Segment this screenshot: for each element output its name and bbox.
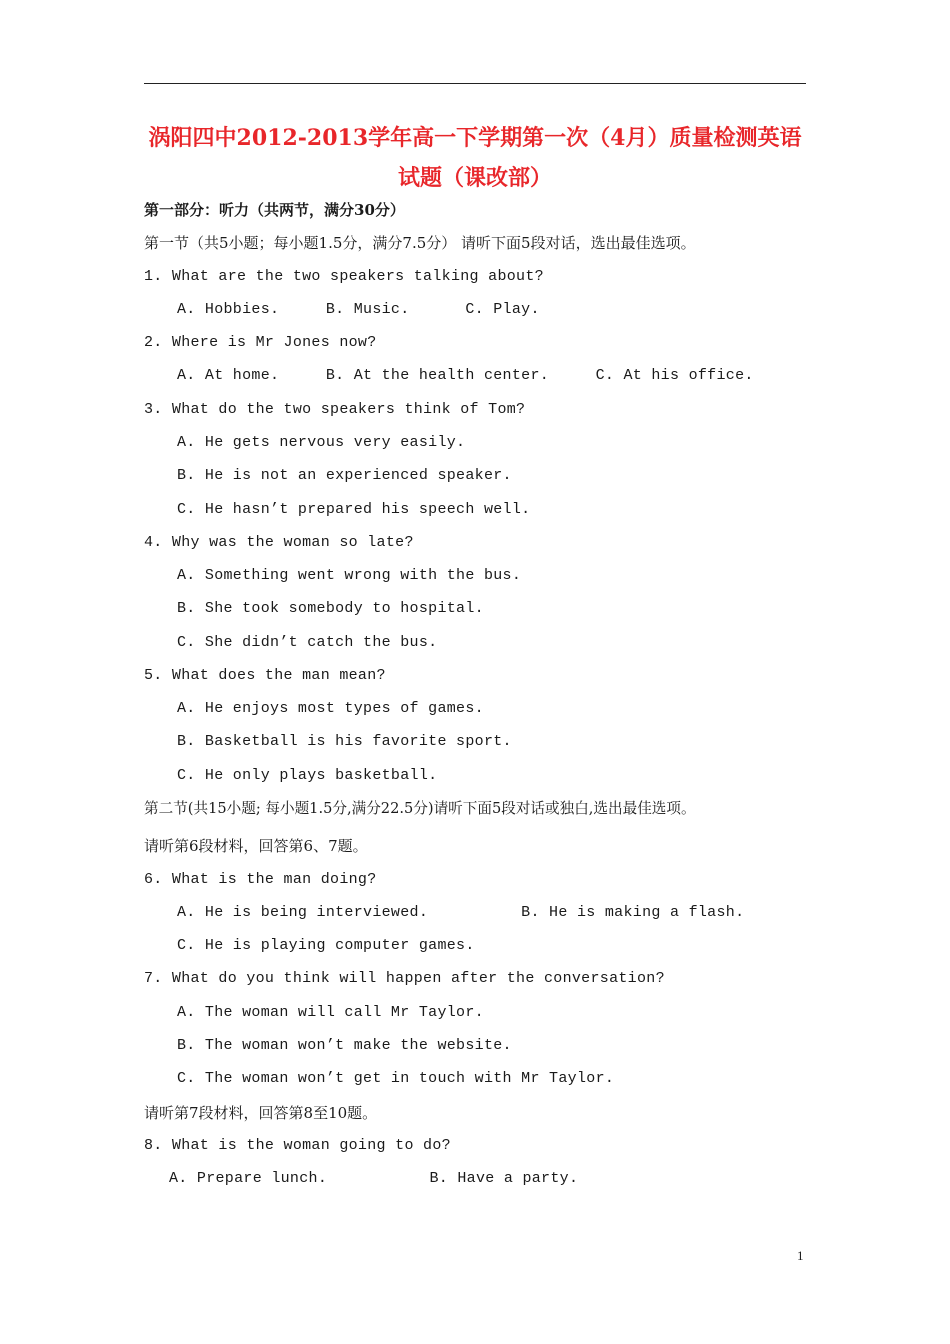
question-6: 6. What is the man doing? (144, 871, 377, 888)
question-8-options-ab: A. Prepare lunch. B. Have a party. (169, 1170, 579, 1187)
question-1: 1. What are the two speakers talking about? (144, 268, 544, 285)
question-1-options: A. Hobbies. B. Music. C. Play. (177, 301, 540, 318)
question-4-option-c: C. She didn’t catch the bus. (177, 634, 438, 651)
question-7-option-b: B. The woman won’t make the website. (177, 1037, 512, 1054)
question-2: 2. Where is Mr Jones now? (144, 334, 377, 351)
page-number: 1 (797, 1248, 804, 1263)
question-5-option-a: A. He enjoys most types of games. (177, 700, 484, 717)
question-6-options-ab: A. He is being interviewed. B. He is making a flash. (177, 904, 745, 921)
question-7-option-a: A. The woman will call Mr Taylor. (177, 1004, 484, 1021)
question-5-option-c: C. He only plays basketball. (177, 767, 438, 784)
section2-instructions: 第二节(共15小题; 每小题1.5分,满分22.5分)请听下面5段对话或独白,选出最佳选项。 (144, 800, 696, 817)
question-2-options: A. At home. B. At the health center. C. At his office. (177, 367, 754, 384)
question-3-option-b: B. He is not an experienced speaker. (177, 467, 512, 484)
document-title: 涡阳四中2012-2013学年高一下学期第一次（4月）质量检测英语试题（课改部） (148, 125, 802, 191)
section1-instructions: 第一节（共5小题；每小题1.5分，满分7.5分） 请听下面5段对话，选出最佳选项。 (144, 234, 696, 252)
header-rule (144, 83, 806, 84)
question-4-option-a: A. Something went wrong with the bus. (177, 567, 522, 584)
question-8: 8. What is the woman going to do? (144, 1137, 451, 1154)
question-5: 5. What does the man mean? (144, 667, 386, 684)
material-6-instructions: 请听第6段材料，回答第6、7题。 (144, 837, 368, 855)
question-4: 4. Why was the woman so late? (144, 534, 414, 551)
question-3-option-a: A. He gets nervous very easily. (177, 434, 466, 451)
question-3-option-c: C. He hasn’t prepared his speech well. (177, 501, 531, 518)
part1-heading: 第一部分：听力（共两节，满分30分） (144, 201, 405, 219)
material-7-instructions: 请听第7段材料，回答第8至10题。 (144, 1104, 378, 1122)
question-7-option-c: C. The woman won’t get in touch with Mr Taylor. (177, 1070, 615, 1087)
question-5-option-b: B. Basketball is his favorite sport. (177, 733, 512, 750)
question-4-option-b: B. She took somebody to hospital. (177, 600, 484, 617)
question-7: 7. What do you think will happen after the conversation? (144, 970, 665, 987)
question-6-option-c: C. He is playing computer games. (177, 937, 475, 954)
question-3: 3. What do the two speakers think of Tom? (144, 401, 526, 418)
